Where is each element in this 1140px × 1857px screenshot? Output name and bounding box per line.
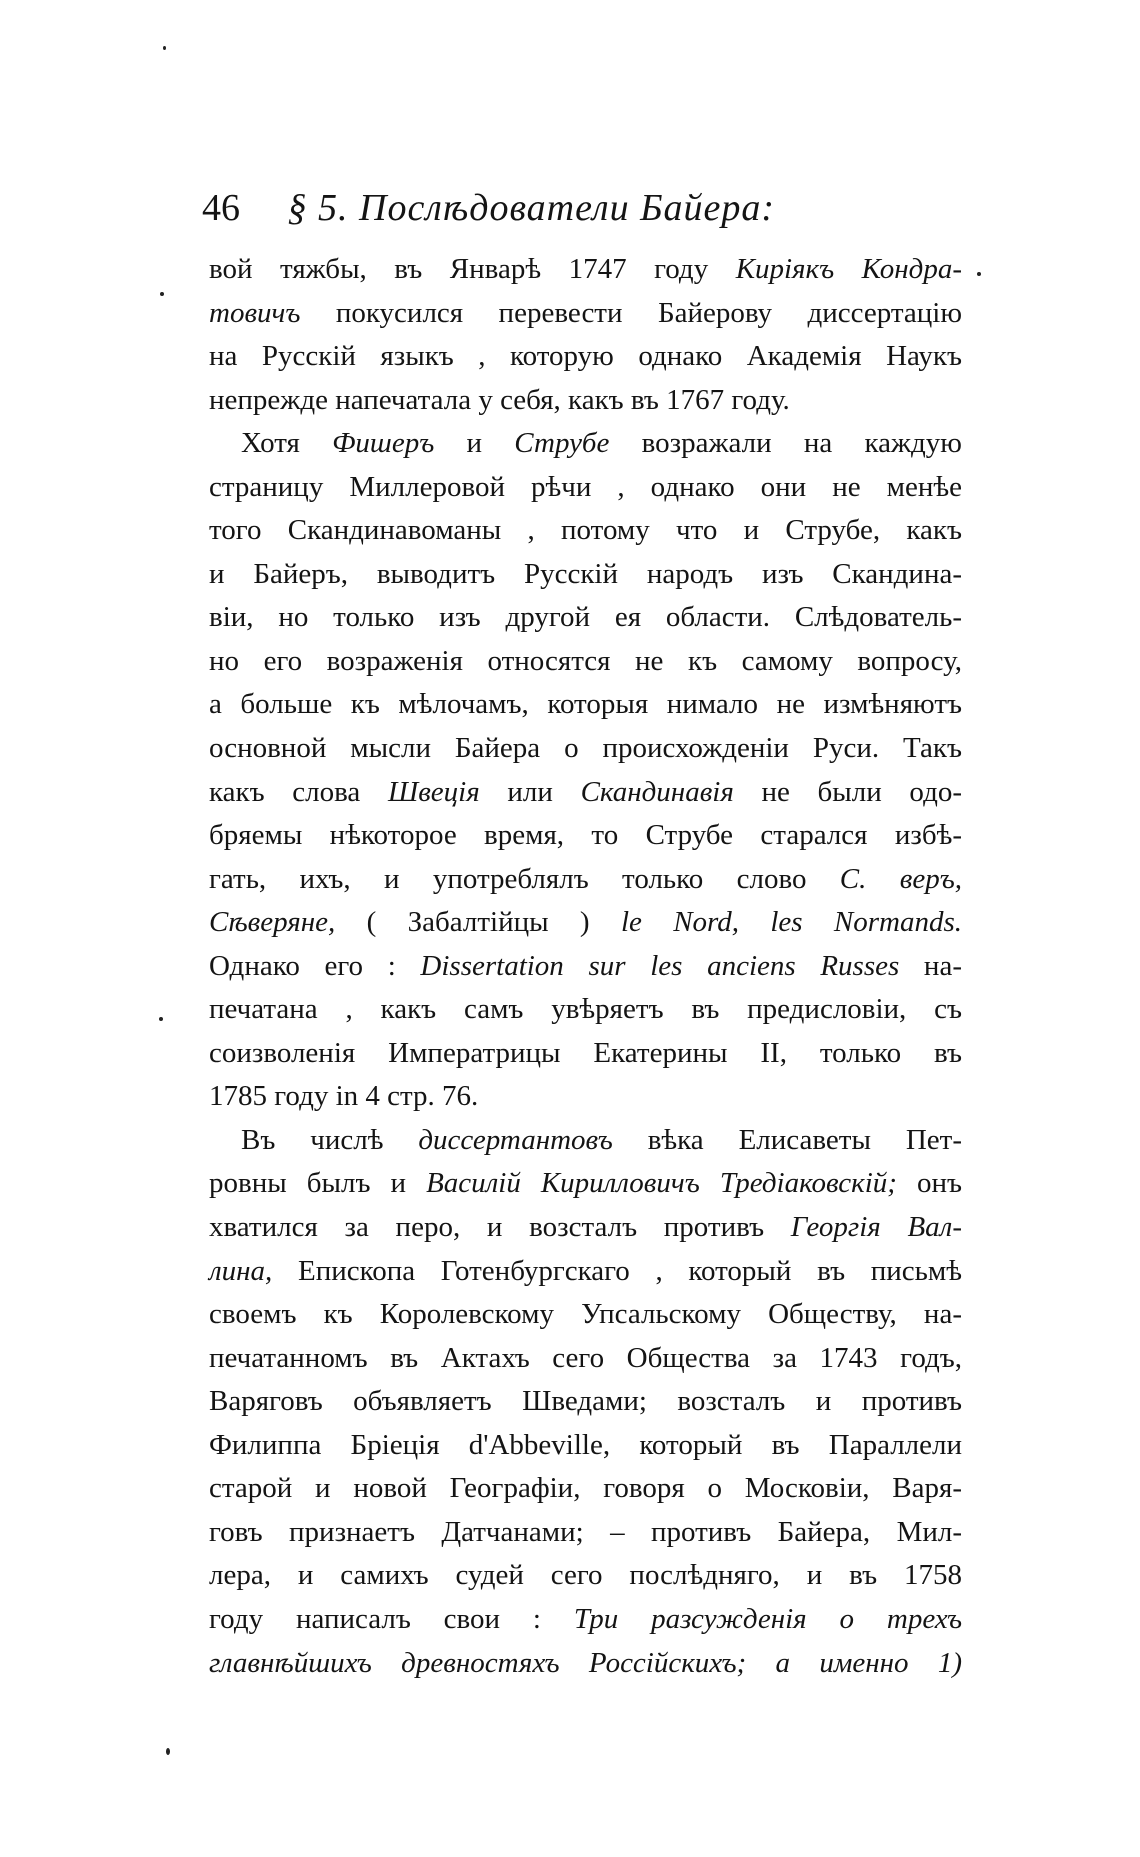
text-span: 1785 году in 4 стр. 76. xyxy=(209,1080,479,1113)
text-span: какъ слова xyxy=(209,775,388,808)
italic-span: лина, xyxy=(209,1254,273,1287)
print-speck xyxy=(977,272,981,276)
text-line xyxy=(209,901,962,945)
italic-span: Василій Кирилловичъ Тредіаковскій; xyxy=(426,1167,897,1200)
text-line xyxy=(209,945,962,989)
text-line xyxy=(209,814,962,858)
print-speck xyxy=(163,46,166,50)
text-span: или xyxy=(479,775,581,808)
italic-span: Фишеръ xyxy=(332,427,435,460)
text-span: не были одо- xyxy=(733,775,963,808)
text-span: вой тяжбы, въ Январѣ 1747 году xyxy=(209,253,736,285)
text-line xyxy=(209,858,962,902)
text-span: возражали на каждую xyxy=(609,427,962,460)
print-speck xyxy=(166,1748,170,1755)
text-line xyxy=(209,1250,962,1294)
text-line xyxy=(209,1119,962,1163)
text-span: гать, ихъ, и употреблялъ только слово xyxy=(209,862,840,895)
page-header xyxy=(202,186,775,230)
text-span: онъ xyxy=(896,1167,962,1200)
italic-span: товичъ xyxy=(209,296,301,329)
text-line xyxy=(209,553,962,597)
text-span: а больше къ мѣлочамъ, которыя нимало не измѣняютъ xyxy=(209,688,962,721)
text-line xyxy=(209,1075,962,1119)
text-span: ровны былъ и xyxy=(209,1167,427,1200)
text-span: хватился за перо, и возсталъ противъ xyxy=(209,1211,791,1244)
text-span: віи, но только изъ другой ея области. Слѣдователь- xyxy=(209,601,962,634)
text-line xyxy=(209,1598,962,1642)
italic-span: диссертантовъ xyxy=(418,1123,613,1156)
text-span: Филиппа Бріеція d'Abbeville, который въ Параллели xyxy=(209,1428,962,1461)
italic-span: Три разсужденія о трехъ xyxy=(573,1602,963,1635)
print-speck xyxy=(159,1017,163,1021)
text-span: году написалъ свои : xyxy=(209,1602,574,1635)
italic-span: Георгія Вал- xyxy=(790,1211,962,1244)
italic-span: Киріякъ Кондра- xyxy=(735,253,962,285)
text-span: Однако его : xyxy=(209,949,421,982)
text-span: Хотя xyxy=(241,427,333,460)
text-span: печатана , какъ самъ увѣряетъ въ предисловіи, съ xyxy=(209,993,962,1026)
text-line xyxy=(209,1424,962,1468)
text-line xyxy=(209,640,962,684)
text-span: Епископа Готенбургскаго , который въ письмѣ xyxy=(272,1254,962,1287)
text-line xyxy=(209,1467,962,1511)
italic-span: Dissertation sur les anciens Russes xyxy=(420,949,900,982)
text-span: ( Забалтійцы ) xyxy=(335,906,621,939)
text-line xyxy=(209,1554,962,1598)
text-line xyxy=(209,509,962,553)
text-line xyxy=(209,988,962,1032)
text-span: старой и новой Географіи, говоря о Московіи, Варя- xyxy=(209,1472,962,1505)
text-span: на- xyxy=(899,949,962,982)
text-span: но его возраженія относятся не къ самому вопросу, xyxy=(209,644,962,677)
section-title: § 5. Послѣдователи Байера: xyxy=(287,187,776,229)
text-span: бряемы нѣкоторое время, то Струбе старался избѣ- xyxy=(209,819,962,852)
text-line xyxy=(209,1642,962,1686)
text-span: печатанномъ въ Актахъ сего Общества за 1743 годъ, xyxy=(209,1341,962,1374)
text-line xyxy=(209,1293,962,1337)
text-span: говъ признаетъ Датчанами; – противъ Байера, Мил- xyxy=(209,1515,962,1548)
text-line xyxy=(209,379,962,423)
page-number: 46 xyxy=(202,187,240,229)
italic-span: Струбе xyxy=(514,427,610,460)
text-line xyxy=(209,1380,962,1424)
text-line xyxy=(209,1206,962,1250)
text-line xyxy=(209,727,962,771)
text-line xyxy=(209,466,962,510)
text-line xyxy=(209,1032,962,1076)
text-span: Варяговъ объявляетъ Шведами; возсталъ и противъ xyxy=(209,1385,962,1418)
text-span: вѣка Елисаветы Пет- xyxy=(612,1123,962,1156)
text-line xyxy=(209,1511,962,1555)
text-line xyxy=(209,292,962,336)
text-span: лера, и самихъ судей сего послѣдняго, и въ 1758 xyxy=(209,1559,962,1592)
text-line xyxy=(209,683,962,727)
page-body xyxy=(209,248,962,1685)
text-span: и Байеръ, выводитъ Русскій народъ изъ Скандина- xyxy=(209,557,962,590)
text-span: на Русскій языкъ , которую однако Академія Наукъ xyxy=(209,340,962,373)
text-line xyxy=(209,422,962,466)
italic-span: Сѣверяне, xyxy=(209,906,336,939)
italic-span: le Nord, les Normands. xyxy=(620,906,962,939)
text-line xyxy=(209,248,962,292)
text-span: и xyxy=(434,427,515,460)
text-line xyxy=(209,1162,962,1206)
text-line xyxy=(209,771,962,815)
italic-span: С. веръ, xyxy=(839,862,962,895)
italic-span: Швеція xyxy=(387,775,480,808)
text-span: своемъ къ Королевскому Упсальскому Обществу, на- xyxy=(209,1298,962,1331)
text-span: покусился перевести Байерову диссертацію xyxy=(300,296,962,329)
text-span: Въ числѣ xyxy=(241,1123,419,1156)
text-span: страницу Миллеровой рѣчи , однако они не менѣе xyxy=(209,470,962,503)
text-line xyxy=(209,335,962,379)
italic-span: главнѣйшихъ древностяхъ Россійскихъ; а именно 1) xyxy=(209,1646,962,1679)
text-span: соизволенія Императрицы Екатерины II, только въ xyxy=(209,1036,962,1069)
text-line xyxy=(209,596,962,640)
print-speck xyxy=(160,292,164,296)
text-span: того Скандинавоманы , потому что и Струбе, какъ xyxy=(209,514,962,547)
text-span: непрежде напечатала у себя, какъ въ 1767 году. xyxy=(209,383,790,416)
text-span: основной мысли Байера о происхожденіи Руси. Такъ xyxy=(209,732,962,765)
text-line xyxy=(209,1337,962,1381)
italic-span: Скандинавія xyxy=(580,775,734,808)
